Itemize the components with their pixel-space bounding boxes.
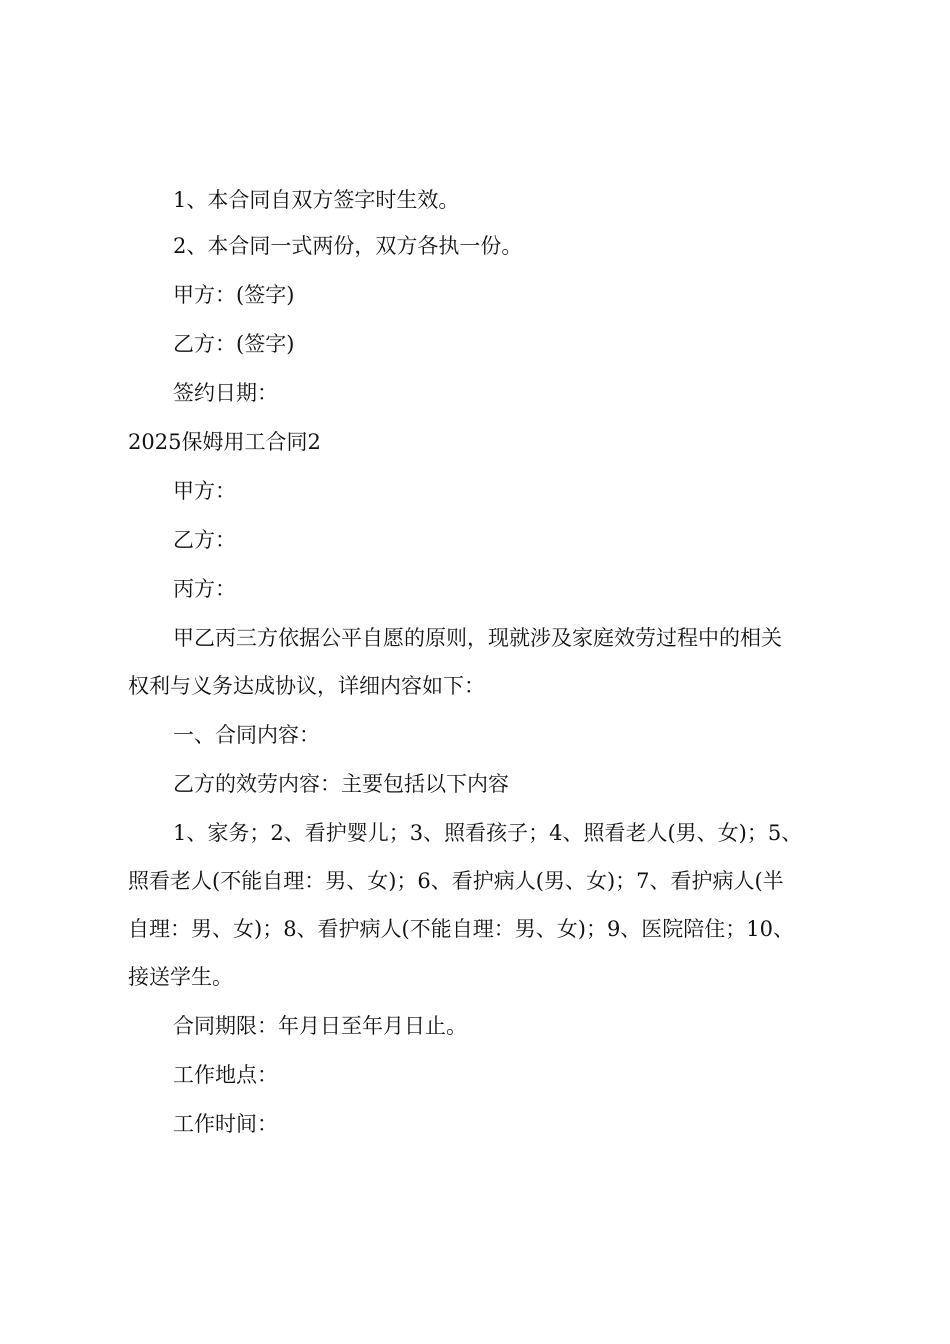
- signature-party-a: 甲方：(签字): [173, 283, 295, 307]
- clause-effective: 1、本合同自双方签字时生效。: [173, 188, 460, 212]
- intro-line: 权利与义务达成协议，详细内容如下：: [128, 674, 485, 698]
- intro-paragraph: [128, 626, 833, 698]
- contract-title: 2025保姆用工合同2: [128, 430, 321, 454]
- service-items-line: 接送学生。: [128, 965, 233, 989]
- signing-date: 签约日期：: [173, 381, 278, 405]
- section-heading: 一、合同内容：: [173, 723, 320, 747]
- service-items-paragraph: [128, 821, 833, 989]
- work-time: 工作时间：: [173, 1112, 278, 1136]
- document-body: [128, 188, 833, 1136]
- party-a-label: 甲方：: [173, 479, 236, 503]
- party-b-label: 乙方：: [173, 528, 236, 552]
- service-items-line: 自理：男、女)；8、看护病人(不能自理：男、女)；9、医院陪住；10、: [128, 917, 795, 941]
- signature-party-b: 乙方：(签字): [173, 332, 295, 356]
- work-location: 工作地点：: [173, 1063, 278, 1087]
- service-items-line: 1、家务；2、看护婴儿；3、照看孩子；4、照看老人(男、女)；5、: [173, 821, 803, 845]
- party-c-label: 丙方：: [173, 577, 236, 601]
- contract-term: 合同期限：年月日至年月日止。: [173, 1014, 467, 1038]
- intro-line: 甲乙丙三方依据公平自愿的原则，现就涉及家庭效劳过程中的相关: [173, 626, 782, 650]
- service-items-line: 照看老人(不能自理：男、女)；6、看护病人(男、女)；7、看护病人(半: [128, 869, 784, 893]
- clause-copies: 2、本合同一式两份，双方各执一份。: [173, 234, 523, 258]
- service-content: 乙方的效劳内容：主要包括以下内容: [173, 772, 509, 796]
